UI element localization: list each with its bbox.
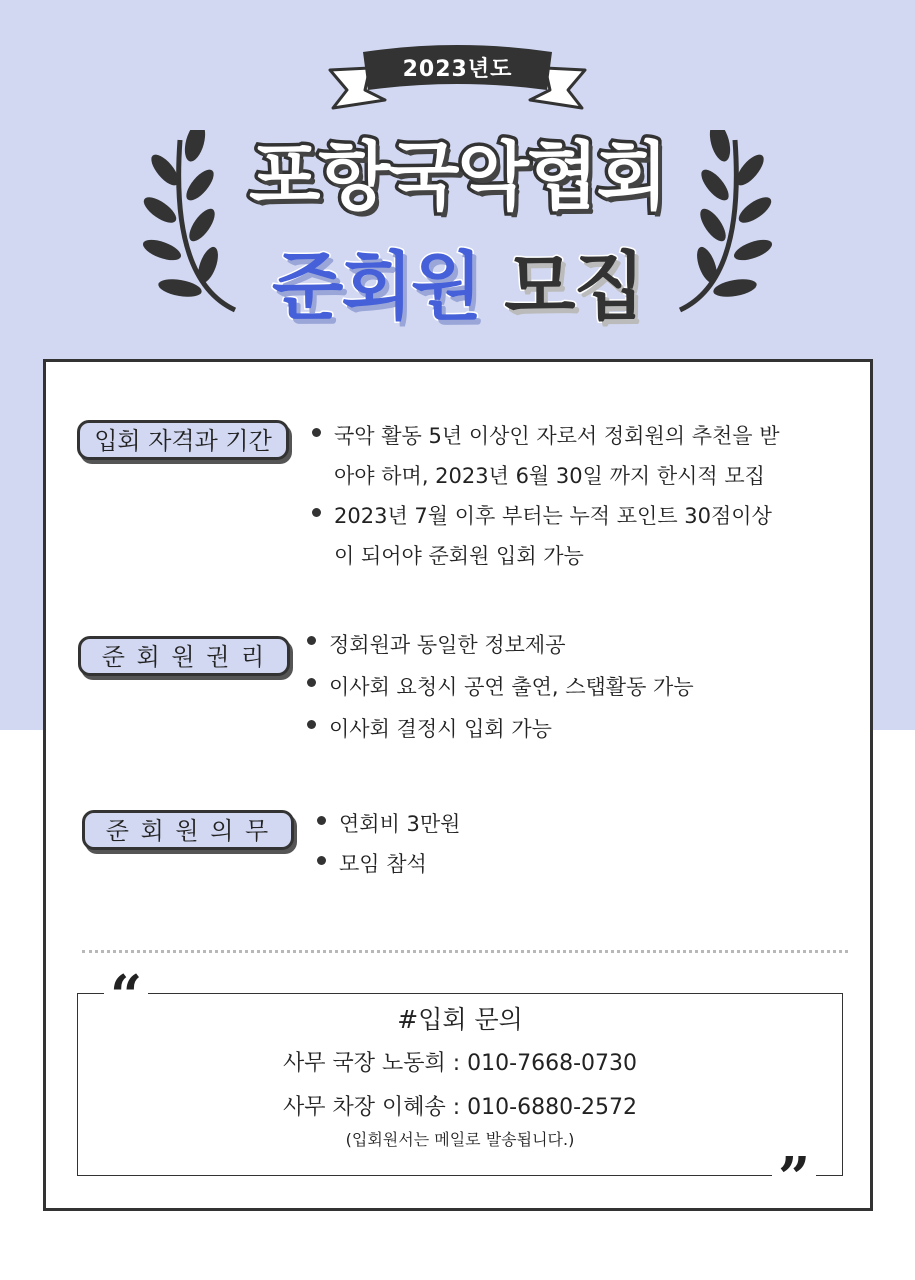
contact-line: 사무 차장 이혜송 : 010-6880-2572 [283, 1095, 637, 1120]
list-item-line: 2023년 7월 이후 부터는 누적 포인트 30점이상 [334, 504, 772, 528]
duties-list [315, 804, 715, 884]
open-quote-icon: “ [104, 976, 148, 1016]
inquiry-note: (입회원서는 메일로 발송됩니다.) [345, 1130, 575, 1149]
list-item [310, 416, 850, 496]
list-item: 연회비 3만원 [315, 804, 715, 844]
contact-line: 사무 국장 노동희 : 010-7668-0730 [283, 1051, 637, 1076]
section-label-qualification: 입회 자격과 기간 [77, 420, 289, 460]
divider [82, 950, 848, 953]
rights-list [305, 624, 825, 750]
list-item: 정회원과 동일한 정보제공 [305, 624, 825, 666]
qualification-list [310, 416, 850, 576]
list-item: 모임 참석 [315, 844, 715, 884]
list-item: 이사회 결정시 입회 가능 [305, 708, 825, 750]
close-quote-icon: ” [772, 1158, 816, 1198]
list-item [310, 496, 850, 576]
list-item-line: 아야 하며, 2023년 6월 30일 까지 한시적 모집 [334, 464, 765, 488]
page-subtitle [0, 228, 915, 334]
section-label-rights: 준 회 원 권 리 [78, 636, 290, 676]
list-item: 이사회 요청시 공연 출연, 스탭활동 가능 [305, 666, 825, 708]
year-label: 2023년도 [402, 57, 513, 82]
section-label-duties: 준 회 원 의 무 [82, 810, 294, 850]
subtitle-rest: 모집 [504, 244, 644, 330]
list-item-line: 이 되어야 준회원 입회 가능 [334, 544, 584, 568]
list-item-line: 국악 활동 5년 이상인 자로서 정회원의 추천을 받 [334, 424, 780, 448]
page-title: 포항국악협회 [249, 134, 666, 220]
subtitle-highlight: 준회원 [271, 244, 481, 330]
inquiry-title: #입회 문의 [397, 1005, 523, 1034]
